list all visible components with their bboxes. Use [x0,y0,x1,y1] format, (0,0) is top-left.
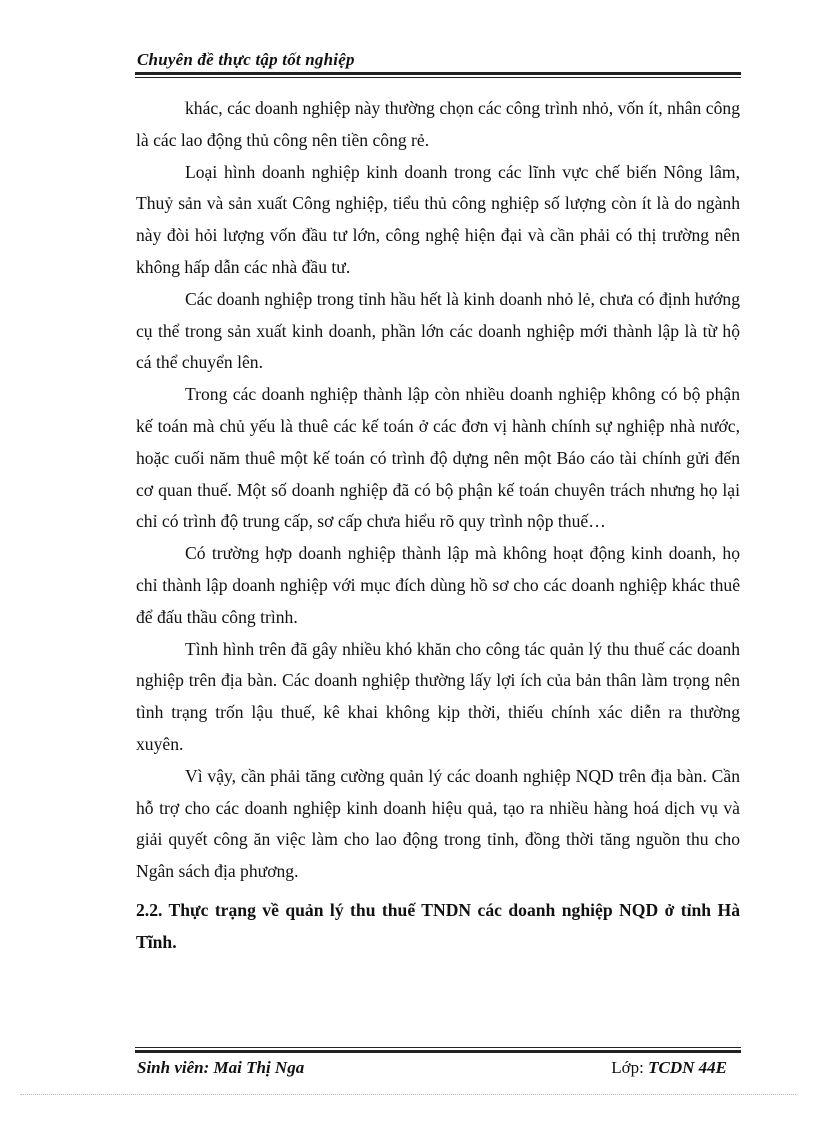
student-label: Sinh viên: [137,1058,210,1077]
paragraph: Tình hình trên đã gây nhiều khó khăn cho công tác quản lý thu thuế các doanh nghiệp trên địa bàn. Các doanh nghiệp thường lấy lợi ích của bản thân làm trọng nên tình trạng trốn lậu thuế, kê khai không kịp thời, thiếu chính xác diễn ra thường xuyên. [136,638,740,754]
header-title: Chuyên đề thực tập tốt nghiệp [137,50,355,69]
footer-rule-thick [135,1050,741,1053]
class-value: TCDN 44E [648,1058,727,1077]
page-bottom-edge [20,1094,796,1095]
paragraph: Có trường hợp doanh nghiệp thành lập mà không hoạt động kinh doanh, họ chỉ thành lập doanh nghiệp với mục đích dùng hồ sơ cho các doanh nghiệp khác thuê để đấu thầu công trình. [136,543,740,627]
paragraph: Trong các doanh nghiệp thành lập còn nhiều doanh nghiệp không có bộ phận kế toán mà chủ yếu là thuê các kế toán ở các đơn vị hành chính sự nghiệp nhà nước, hoặc cuối năm thuê một kế toán có trình độ dựng nên một Báo cáo tài chính gửi đến cơ quan thuế. Một số doanh nghiệp đã có bộ phận kế toán chuyên trách nhưng họ lại chỉ có trình độ trung cấp, sơ cấp chưa hiểu rõ quy trình nộp thuế… [136,384,740,532]
student-name: Mai Thị Nga [213,1058,305,1077]
class-label: Lớp: [611,1058,644,1077]
document-body [136,93,740,958]
page-footer [135,1047,741,1078]
section-heading: 2.2. Thực trạng về quản lý thu thuế TNDN các doanh nghiệp NQD ở tỉnh Hà Tĩnh. [136,899,740,952]
paragraph: Loại hình doanh nghiệp kinh doanh trong các lĩnh vực chế biến Nông lâm, Thuỷ sản và sản xuất Công nghiệp, tiểu thủ công nghiệp số lượng còn ít là do ngành này đòi hỏi lượng vốn đầu tư lớn, công nghệ hiện đại và cần phải có thị trường nên không hấp dẫn các nhà đầu tư. [136,161,740,277]
page-header [135,50,741,78]
paragraph: Vì vậy, cần phải tăng cường quản lý các doanh nghiệp NQD trên địa bàn. Cần hỗ trợ cho các doanh nghiệp kinh doanh hiệu quả, tạo ra nhiều hàng hoá dịch vụ và giải quyết công ăn việc làm cho lao động trong tỉnh, đồng thời tăng nguồn thu cho Ngân sách địa phương. [136,765,740,882]
class-info [611,1058,727,1078]
footer-rule-thin [135,1047,741,1048]
header-rule-thick [135,72,741,75]
paragraph-continued: khác, các doanh nghiệp này thường chọn các công trình nhỏ, vốn ít, nhân công là các lao động thủ công nên tiền công rẻ. [136,98,740,150]
paragraph: Các doanh nghiệp trong tỉnh hầu hết là kinh doanh nhỏ lẻ, chưa có định hướng cụ thể trong sản xuất kinh doanh, phần lớn các doanh nghiệp mới thành lập là từ hộ cá thể chuyển lên. [136,288,740,373]
footer-row [135,1058,741,1078]
header-rule-thin [135,77,741,78]
student-info [137,1058,304,1078]
